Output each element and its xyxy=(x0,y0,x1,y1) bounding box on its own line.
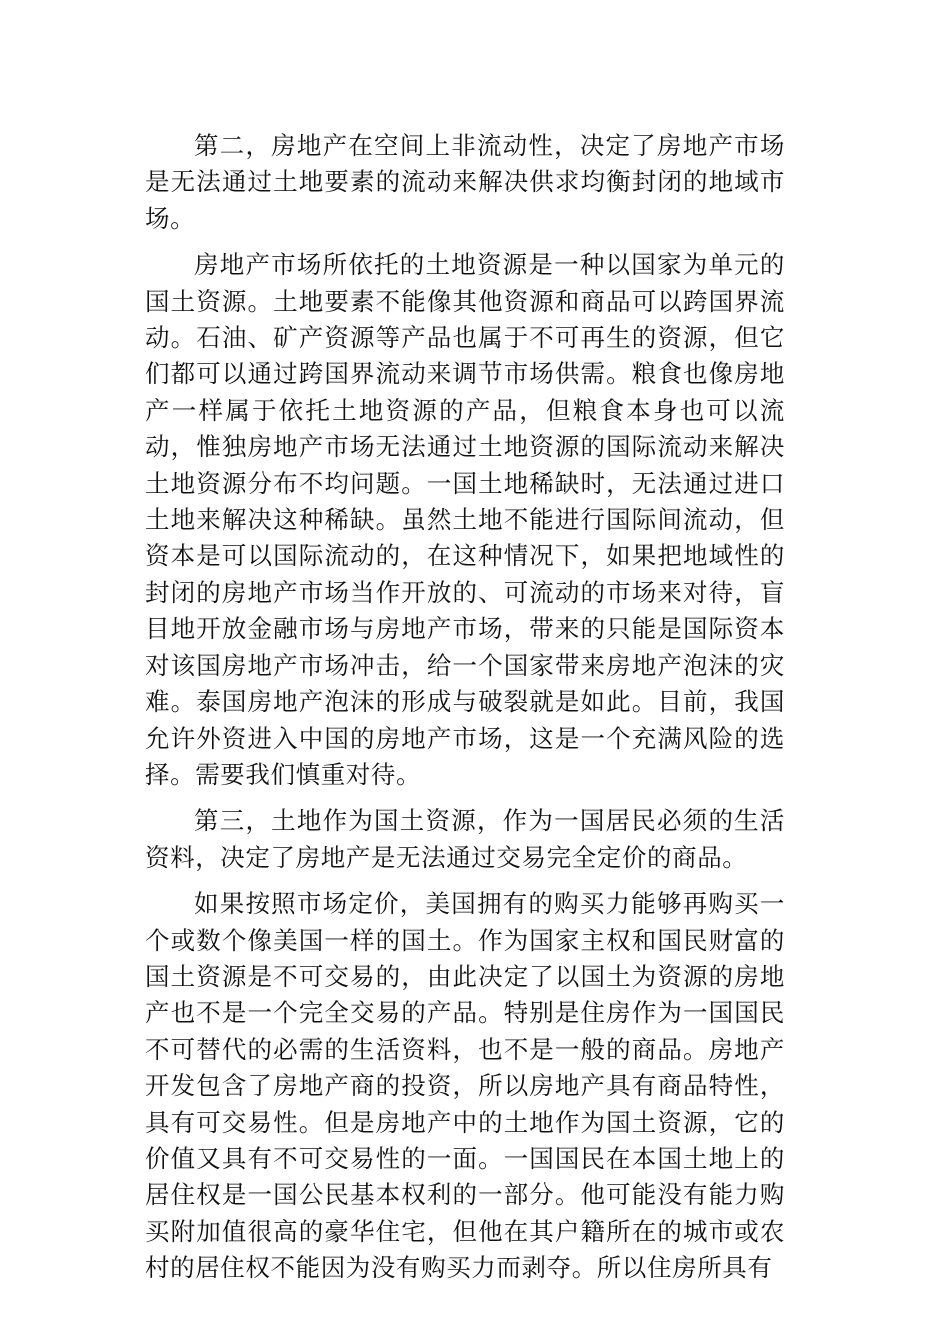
document-page xyxy=(145,128,785,1287)
paragraph-market-pricing: 如果按照市场定价，美国拥有的购买力能够再购买一个或数个像美国一样的国土。作为国家主权和国民财富的国土资源是不可交易的，由此决定了以国土为资源的房地产也不是一个完全交易的产品。特别是住房作为一国国民不可替代的必需的生活资料，也不是一般的商品。房地产开发包含了房地产商的投资，所以房地产具有商品特性，具有可交易性。但是房地产中的土地作为国土资源，它的价值又具有不可交易性的一面。一国国民在本国土地上的居住权是一国公民基本权利的一部分。他可能没有能力购买附加值很高的豪华住宅，但他在其户籍所在的城市或农村的居住权不能因为没有购买力而剥夺。所以住房所具有 xyxy=(145,889,785,1283)
paragraph-land-resource: 房地产市场所依托的土地资源是一种以国家为单元的国土资源。土地要素不能像其他资源和商品可以跨国界流动。石油、矿产资源等产品也属于不可再生的资源，但它们都可以通过跨国界流动来调节市场供需。粮食也像房地产一样属于依托土地资源的产品，但粮食本身也可以流动，惟独房地产市场无法通过土地资源的国际流动来解决土地资源分布不均问题。一国土地稀缺时，无法通过进口土地来解决这种稀缺。虽然土地不能进行国际间流动，但资本是可以国际流动的，在这种情况下，如果把地域性的封闭的房地产市场当作开放的、可流动的市场来对待，盲目地开放金融市场与房地产市场，带来的只能是国际资本对该国房地产市场冲击，给一个国家带来房地产泡沫的灾难。泰国房地产泡沫的形成与破裂就是如此。目前，我国允许外资进入中国的房地产市场，这是一个充满风险的选择。需要我们慎重对待。 xyxy=(145,250,785,789)
paragraph-second-point: 第二，房地产在空间上非流动性，决定了房地产市场是无法通过土地要素的流动来解决供求均衡封闭的地域市场。 xyxy=(145,131,785,233)
paragraph-third-point: 第三，土地作为国土资源，作为一国居民必须的生活资料，决定了房地产是无法通过交易完全定价的商品。 xyxy=(145,806,785,872)
